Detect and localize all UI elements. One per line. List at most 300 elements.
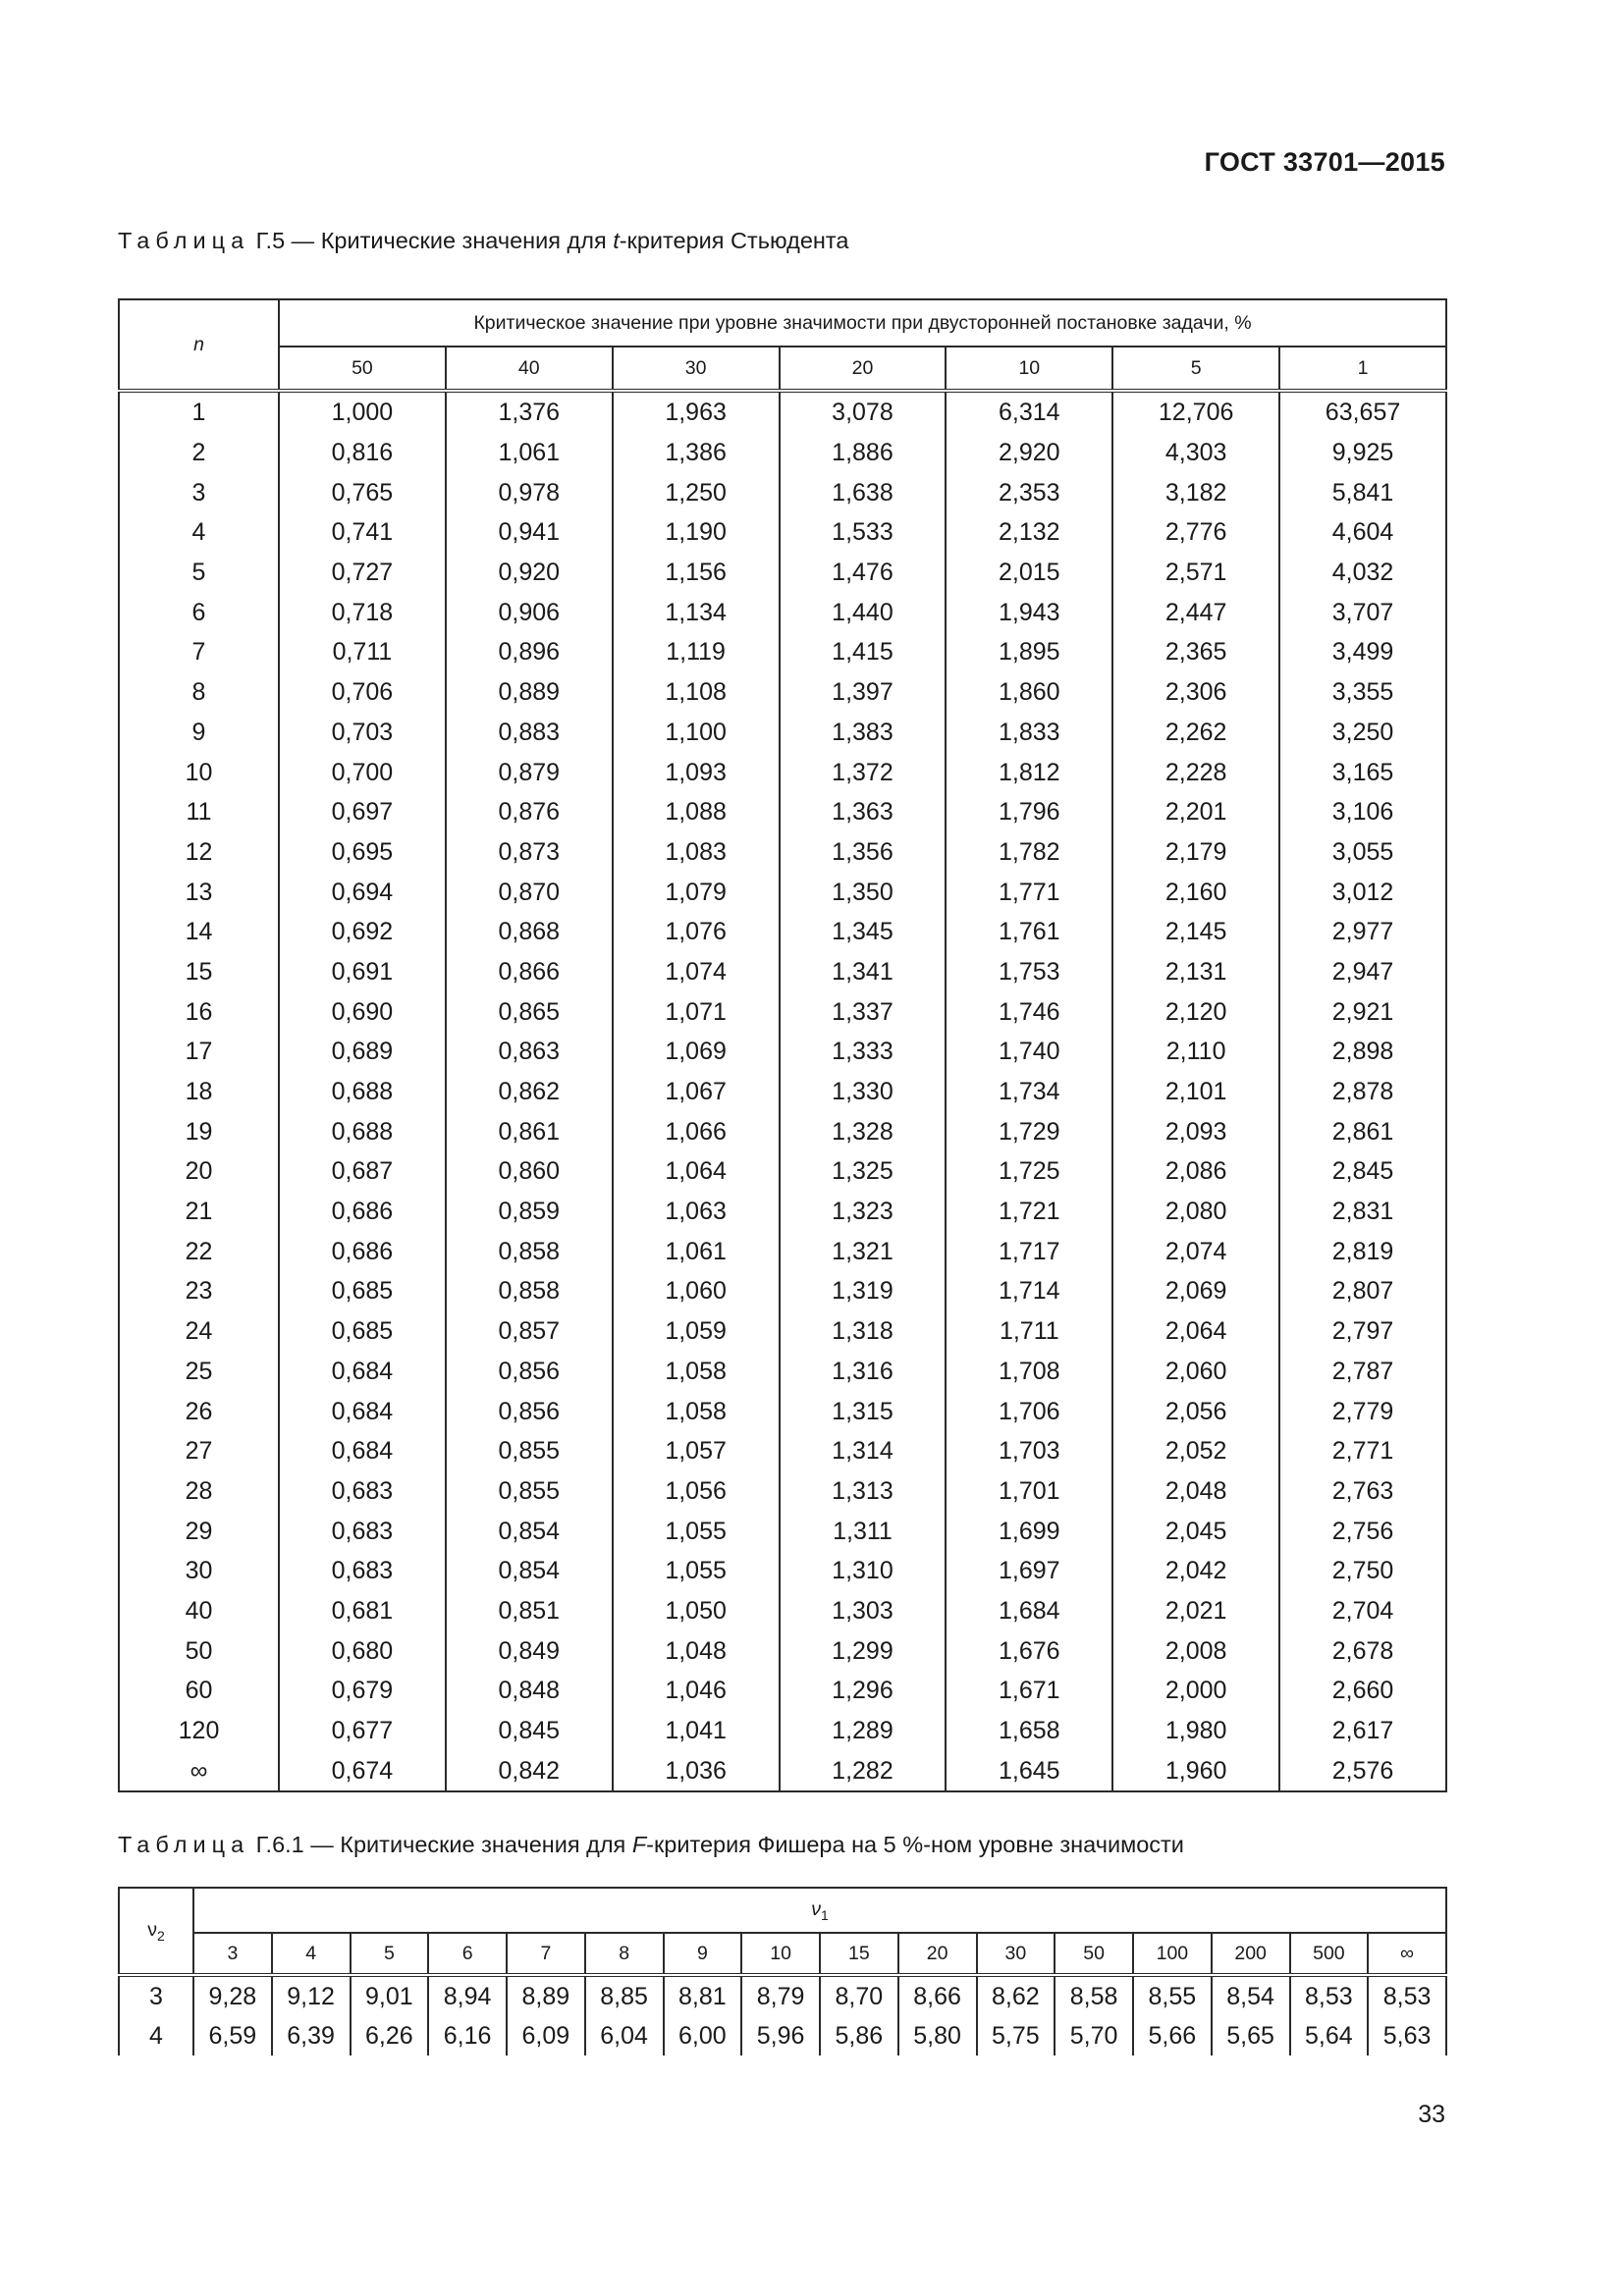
table-cell: 0,677 (279, 1711, 446, 1751)
table-cell: 1,729 (946, 1111, 1112, 1151)
row-label: 12 (119, 832, 279, 873)
table-cell: 1,960 (1112, 1750, 1279, 1791)
table-cell: 2,576 (1279, 1750, 1446, 1791)
table-cell: 2,617 (1279, 1711, 1446, 1751)
table-cell: 1,134 (613, 592, 780, 632)
table2-caption (118, 1832, 1184, 1858)
column-header: 8 (585, 1933, 664, 1975)
column-header: 20 (898, 1933, 977, 1975)
table-cell: 0,883 (446, 713, 613, 753)
table-cell: 2,779 (1279, 1391, 1446, 1431)
table-cell: 1,000 (279, 391, 446, 433)
table1-caption-label: Таблица (118, 228, 250, 253)
table-cell: 9,925 (1279, 433, 1446, 473)
column-header: 4 (272, 1933, 351, 1975)
table-cell: 1,363 (780, 792, 947, 832)
table-cell: 5,64 (1290, 2016, 1369, 2056)
table-cell: 1,440 (780, 592, 947, 632)
table-row (119, 832, 1446, 873)
table-cell: 2,132 (946, 512, 1112, 553)
table-cell: 1,079 (613, 872, 780, 912)
table-cell: 0,920 (446, 553, 613, 593)
table-row (119, 1271, 1446, 1311)
table-cell: 2,878 (1279, 1072, 1446, 1112)
table-cell: 1,980 (1112, 1711, 1279, 1751)
table-cell: 0,688 (279, 1072, 446, 1112)
table-row (119, 952, 1446, 992)
table-cell: 1,067 (613, 1072, 780, 1112)
table-cell: 1,074 (613, 952, 780, 992)
table-row (119, 592, 1446, 632)
table-cell: 1,050 (613, 1591, 780, 1631)
row-label: 7 (119, 632, 279, 672)
column-header: 50 (1055, 1933, 1133, 1975)
table-row (119, 1072, 1446, 1112)
column-header: 50 (279, 347, 446, 391)
table-cell: 0,727 (279, 553, 446, 593)
column-header: 5 (351, 1933, 429, 1975)
table-cell: 3,012 (1279, 872, 1446, 912)
table-cell: 1,638 (780, 472, 947, 512)
table-cell: 6,09 (507, 2016, 585, 2056)
table-cell: 1,701 (946, 1471, 1112, 1512)
table-cell: 0,845 (446, 1711, 613, 1751)
table-cell: 1,250 (613, 472, 780, 512)
row-label: 8 (119, 672, 279, 713)
group-header-v1: $\nu_1$ (193, 1888, 1446, 1933)
table-cell: 2,920 (946, 433, 1112, 473)
table-cell: 1,314 (780, 1431, 947, 1471)
table-cell: 1,383 (780, 713, 947, 753)
row-header-v2: $\nu_2$ (119, 1888, 193, 1975)
table-cell: 2,262 (1112, 713, 1279, 753)
table-cell: 2,069 (1112, 1271, 1279, 1311)
table-cell: 12,706 (1112, 391, 1279, 433)
table-cell: 1,071 (613, 991, 780, 1032)
table-row (119, 1671, 1446, 1711)
table-cell: 0,711 (279, 632, 446, 672)
table-cell: 1,708 (946, 1352, 1112, 1392)
table-cell: 8,58 (1055, 1975, 1133, 2016)
column-header: ∞ (1368, 1933, 1446, 1975)
row-label: 1 (119, 391, 279, 433)
table-cell: 0,842 (446, 1750, 613, 1791)
table-cell: 4,604 (1279, 512, 1446, 553)
table-cell: 0,684 (279, 1391, 446, 1431)
table-cell: 1,316 (780, 1352, 947, 1392)
table-cell: 0,896 (446, 632, 613, 672)
table-cell: 2,977 (1279, 912, 1446, 952)
table-cell: 1,833 (946, 713, 1112, 753)
table-cell: 2,131 (1112, 952, 1279, 992)
table-cell: 1,356 (780, 832, 947, 873)
table-cell: 2,845 (1279, 1151, 1446, 1192)
table-cell: 8,79 (741, 1975, 820, 2016)
page-number: 33 (1418, 2101, 1445, 2128)
table-cell: 2,145 (1112, 912, 1279, 952)
row-label: 14 (119, 912, 279, 952)
table-cell: 0,684 (279, 1352, 446, 1392)
table-cell: 3,078 (780, 391, 947, 433)
table-cell: 2,763 (1279, 1471, 1446, 1512)
table2-caption-tail: -критерия Фишера на 5 %-ном уровне значимости (646, 1832, 1184, 1857)
table-cell: 0,873 (446, 832, 613, 873)
table-cell: 3,055 (1279, 832, 1446, 873)
table-cell: 1,069 (613, 1032, 780, 1072)
group-header: Критическое значение при уровне значимости при двусторонней постановке задачи, % (279, 299, 1446, 347)
table-cell: 8,89 (507, 1975, 585, 2016)
table-cell: 1,066 (613, 1111, 780, 1151)
table-cell: 5,63 (1368, 2016, 1446, 2056)
table-cell: 1,088 (613, 792, 780, 832)
table-cell: 2,819 (1279, 1231, 1446, 1271)
column-header: 5 (1112, 347, 1279, 391)
table-cell: 0,862 (446, 1072, 613, 1112)
table-cell: 1,064 (613, 1151, 780, 1192)
column-header: 500 (1290, 1933, 1369, 1975)
table-cell: 1,341 (780, 952, 947, 992)
table-cell: 0,674 (279, 1750, 446, 1791)
table-cell: 1,318 (780, 1311, 947, 1352)
table-cell: 1,376 (446, 391, 613, 433)
table-cell: 2,921 (1279, 991, 1446, 1032)
table-cell: 0,718 (279, 592, 446, 632)
table-cell: 1,699 (946, 1511, 1112, 1551)
table-cell: 1,057 (613, 1431, 780, 1471)
table-cell: 0,861 (446, 1111, 613, 1151)
table-row (119, 632, 1446, 672)
table-cell: 1,812 (946, 752, 1112, 792)
row-label: 11 (119, 792, 279, 832)
table-cell: 3,499 (1279, 632, 1446, 672)
table-cell: 2,021 (1112, 1591, 1279, 1631)
table-cell: 2,678 (1279, 1630, 1446, 1671)
table-cell: 0,854 (446, 1511, 613, 1551)
table-cell: 0,906 (446, 592, 613, 632)
table-cell: 1,415 (780, 632, 947, 672)
table-cell: 0,685 (279, 1311, 446, 1352)
table-cell: 6,16 (428, 2016, 507, 2056)
table-cell: 8,62 (977, 1975, 1056, 2016)
table-cell: 6,39 (272, 2016, 351, 2056)
table2-caption-label: Таблица (118, 1832, 250, 1857)
row-label: 21 (119, 1192, 279, 1232)
table-cell: 1,330 (780, 1072, 947, 1112)
table-cell: 2,080 (1112, 1192, 1279, 1232)
table-cell: 2,015 (946, 553, 1112, 593)
table-cell: 2,447 (1112, 592, 1279, 632)
row-label: 17 (119, 1032, 279, 1072)
table-cell: 1,319 (780, 1271, 947, 1311)
table-cell: 0,851 (446, 1591, 613, 1631)
row-label: 29 (119, 1511, 279, 1551)
table-cell: 2,110 (1112, 1032, 1279, 1072)
table-cell: 1,671 (946, 1671, 1112, 1711)
table-cell: 5,841 (1279, 472, 1446, 512)
table-row (119, 1311, 1446, 1352)
table-cell: 1,055 (613, 1551, 780, 1591)
table-cell: 8,54 (1212, 1975, 1290, 2016)
table-cell: 1,746 (946, 991, 1112, 1032)
column-header: 10 (946, 347, 1112, 391)
table-cell: 8,85 (585, 1975, 664, 2016)
table-cell: 1,782 (946, 832, 1112, 873)
column-header: 30 (613, 347, 780, 391)
row-label: 120 (119, 1711, 279, 1751)
table-cell: 1,345 (780, 912, 947, 952)
table-cell: 2,771 (1279, 1431, 1446, 1471)
table-cell: 1,321 (780, 1231, 947, 1271)
table-cell: 1,313 (780, 1471, 947, 1512)
table-cell: 0,876 (446, 792, 613, 832)
table-cell: 2,060 (1112, 1352, 1279, 1392)
table-cell: 1,156 (613, 553, 780, 593)
table-cell: 0,849 (446, 1630, 613, 1671)
table-cell: 0,700 (279, 752, 446, 792)
table-cell: 0,816 (279, 433, 446, 473)
row-label: ∞ (119, 1750, 279, 1791)
row-label: 3 (119, 472, 279, 512)
table-row (119, 792, 1446, 832)
table-cell: 0,706 (279, 672, 446, 713)
row-label: 30 (119, 1551, 279, 1591)
table-cell: 5,80 (898, 2016, 977, 2056)
table-row (119, 512, 1446, 553)
table2-caption-italic: F (631, 1832, 647, 1857)
table-cell: 1,717 (946, 1231, 1112, 1271)
table-cell: 8,53 (1290, 1975, 1369, 2016)
table-cell: 2,787 (1279, 1352, 1446, 1392)
table-cell: 1,796 (946, 792, 1112, 832)
table-cell: 1,860 (946, 672, 1112, 713)
table-cell: 6,26 (351, 2016, 429, 2056)
table-cell: 0,683 (279, 1471, 446, 1512)
table-cell: 5,96 (741, 2016, 820, 2056)
column-header: 30 (977, 1933, 1056, 1975)
table-cell: 1,108 (613, 672, 780, 713)
table-cell: 2,008 (1112, 1630, 1279, 1671)
table-cell: 8,94 (428, 1975, 507, 2016)
table-cell: 2,947 (1279, 952, 1446, 992)
table-row (119, 1111, 1446, 1151)
table-cell: 1,311 (780, 1511, 947, 1551)
row-label: 15 (119, 952, 279, 992)
table-cell: 5,70 (1055, 2016, 1133, 2056)
table-cell: 2,093 (1112, 1111, 1279, 1151)
table-cell: 1,658 (946, 1711, 1112, 1751)
table-row (119, 713, 1446, 753)
table-cell: 0,692 (279, 912, 446, 952)
table-cell: 1,323 (780, 1192, 947, 1232)
table-cell: 1,895 (946, 632, 1112, 672)
table-cell: 2,160 (1112, 872, 1279, 912)
table-cell: 5,75 (977, 2016, 1056, 2056)
table-cell: 0,679 (279, 1671, 446, 1711)
row-label: 13 (119, 872, 279, 912)
table-cell: 1,350 (780, 872, 947, 912)
table-row (119, 1511, 1446, 1551)
table-cell: 2,831 (1279, 1192, 1446, 1232)
table-cell: 1,310 (780, 1551, 947, 1591)
table-cell: 0,854 (446, 1551, 613, 1591)
table-row (119, 2016, 1446, 2056)
table-cell: 1,333 (780, 1032, 947, 1072)
table-row (119, 1151, 1446, 1192)
table-cell: 1,533 (780, 512, 947, 553)
table-cell: 0,741 (279, 512, 446, 553)
table-cell: 9,12 (272, 1975, 351, 2016)
table-cell: 1,697 (946, 1551, 1112, 1591)
table-cell: 2,660 (1279, 1671, 1446, 1711)
table-cell: 1,337 (780, 991, 947, 1032)
table-cell: 1,315 (780, 1391, 947, 1431)
table-cell: 2,120 (1112, 991, 1279, 1032)
table-cell: 1,303 (780, 1591, 947, 1631)
table-cell: 3,165 (1279, 752, 1446, 792)
table-cell: 1,299 (780, 1630, 947, 1671)
table1-caption (118, 228, 848, 254)
table-cell: 6,04 (585, 2016, 664, 2056)
table-cell: 8,70 (820, 1975, 898, 2016)
table-cell: 4,032 (1279, 553, 1446, 593)
row-label: 2 (119, 433, 279, 473)
table-cell: 0,860 (446, 1151, 613, 1192)
table-cell: 1,386 (613, 433, 780, 473)
table-cell: 9,28 (193, 1975, 272, 2016)
table-cell: 2,179 (1112, 832, 1279, 873)
table-cell: 0,865 (446, 991, 613, 1032)
table-cell: 2,898 (1279, 1032, 1446, 1072)
table-cell: 8,66 (898, 1975, 977, 2016)
table1-caption-tail: -критерия Стьюдента (619, 228, 849, 253)
table-cell: 1,943 (946, 592, 1112, 632)
table-cell: 0,848 (446, 1671, 613, 1711)
table-cell: 1,886 (780, 433, 947, 473)
row-label: 4 (119, 512, 279, 553)
table-cell: 2,201 (1112, 792, 1279, 832)
table-row (119, 1711, 1446, 1751)
row-label: 50 (119, 1630, 279, 1671)
table-row (119, 472, 1446, 512)
table-cell: 1,325 (780, 1151, 947, 1192)
column-header: 40 (446, 347, 613, 391)
table-cell: 1,676 (946, 1630, 1112, 1671)
table-cell: 1,372 (780, 752, 947, 792)
table-cell: 8,55 (1133, 1975, 1212, 2016)
table-cell: 2,756 (1279, 1511, 1446, 1551)
table-cell: 0,866 (446, 952, 613, 992)
table-cell: 0,863 (446, 1032, 613, 1072)
table-cell: 1,740 (946, 1032, 1112, 1072)
table-row (119, 1032, 1446, 1072)
table-cell: 2,101 (1112, 1072, 1279, 1112)
table-row (119, 1352, 1446, 1392)
table-cell: 4,303 (1112, 433, 1279, 473)
table-cell: 0,858 (446, 1271, 613, 1311)
table-cell: 0,858 (446, 1231, 613, 1271)
row-label: 9 (119, 713, 279, 753)
table-cell: 2,306 (1112, 672, 1279, 713)
table-cell: 1,076 (613, 912, 780, 952)
table-cell: 2,048 (1112, 1471, 1279, 1512)
table-cell: 0,683 (279, 1511, 446, 1551)
table-cell: 2,807 (1279, 1271, 1446, 1311)
table-cell: 0,695 (279, 832, 446, 873)
table-cell: 2,064 (1112, 1311, 1279, 1352)
table-row (119, 1630, 1446, 1671)
table-cell: 1,734 (946, 1072, 1112, 1112)
table-row (119, 553, 1446, 593)
row-label: 5 (119, 553, 279, 593)
table-row (119, 1431, 1446, 1471)
table-cell: 0,681 (279, 1591, 446, 1631)
column-header: 10 (741, 1933, 820, 1975)
row-label: 24 (119, 1311, 279, 1352)
table-cell: 2,861 (1279, 1111, 1446, 1151)
table-cell: 1,771 (946, 872, 1112, 912)
table-cell: 1,100 (613, 713, 780, 753)
table-cell: 0,689 (279, 1032, 446, 1072)
row-label: 23 (119, 1271, 279, 1311)
table-cell: 1,684 (946, 1591, 1112, 1631)
table-cell: 0,855 (446, 1431, 613, 1471)
table-row (119, 752, 1446, 792)
table-cell: 1,056 (613, 1471, 780, 1512)
row-label: 19 (119, 1111, 279, 1151)
row-label: 27 (119, 1431, 279, 1471)
table-cell: 2,797 (1279, 1311, 1446, 1352)
table-row (119, 1192, 1446, 1232)
table-cell: 0,855 (446, 1471, 613, 1512)
row-label: 10 (119, 752, 279, 792)
table-cell: 8,53 (1368, 1975, 1446, 2016)
table-cell: 1,058 (613, 1352, 780, 1392)
table-cell: 63,657 (1279, 391, 1446, 433)
table-cell: 2,704 (1279, 1591, 1446, 1631)
table-cell: 0,703 (279, 713, 446, 753)
table-cell: 8,81 (664, 1975, 742, 2016)
table-cell: 2,086 (1112, 1151, 1279, 1192)
row-label: 22 (119, 1231, 279, 1271)
table-cell: 1,289 (780, 1711, 947, 1751)
document-code: ГОСТ 33701—2015 (1204, 147, 1445, 177)
table-row (119, 912, 1446, 952)
table-cell: 2,052 (1112, 1431, 1279, 1471)
table-cell: 2,074 (1112, 1231, 1279, 1271)
table-cell: 2,776 (1112, 512, 1279, 553)
table-cell: 5,65 (1212, 2016, 1290, 2056)
table-cell: 2,042 (1112, 1551, 1279, 1591)
table-cell: 0,697 (279, 792, 446, 832)
column-header: 9 (664, 1933, 742, 1975)
table-cell: 1,706 (946, 1391, 1112, 1431)
table-cell: 1,761 (946, 912, 1112, 952)
table-cell: 0,857 (446, 1311, 613, 1352)
table-cell: 3,250 (1279, 713, 1446, 753)
row-label: 3 (119, 1975, 193, 2016)
row-label: 26 (119, 1391, 279, 1431)
table-cell: 1,046 (613, 1671, 780, 1711)
table-cell: 1,059 (613, 1311, 780, 1352)
table-cell: 1,721 (946, 1192, 1112, 1232)
table-row (119, 1471, 1446, 1512)
row-label: 16 (119, 991, 279, 1032)
table-row (119, 872, 1446, 912)
table-cell: 3,182 (1112, 472, 1279, 512)
table-cell: 3,355 (1279, 672, 1446, 713)
table-cell: 6,59 (193, 2016, 272, 2056)
column-header: 1 (1279, 347, 1446, 391)
